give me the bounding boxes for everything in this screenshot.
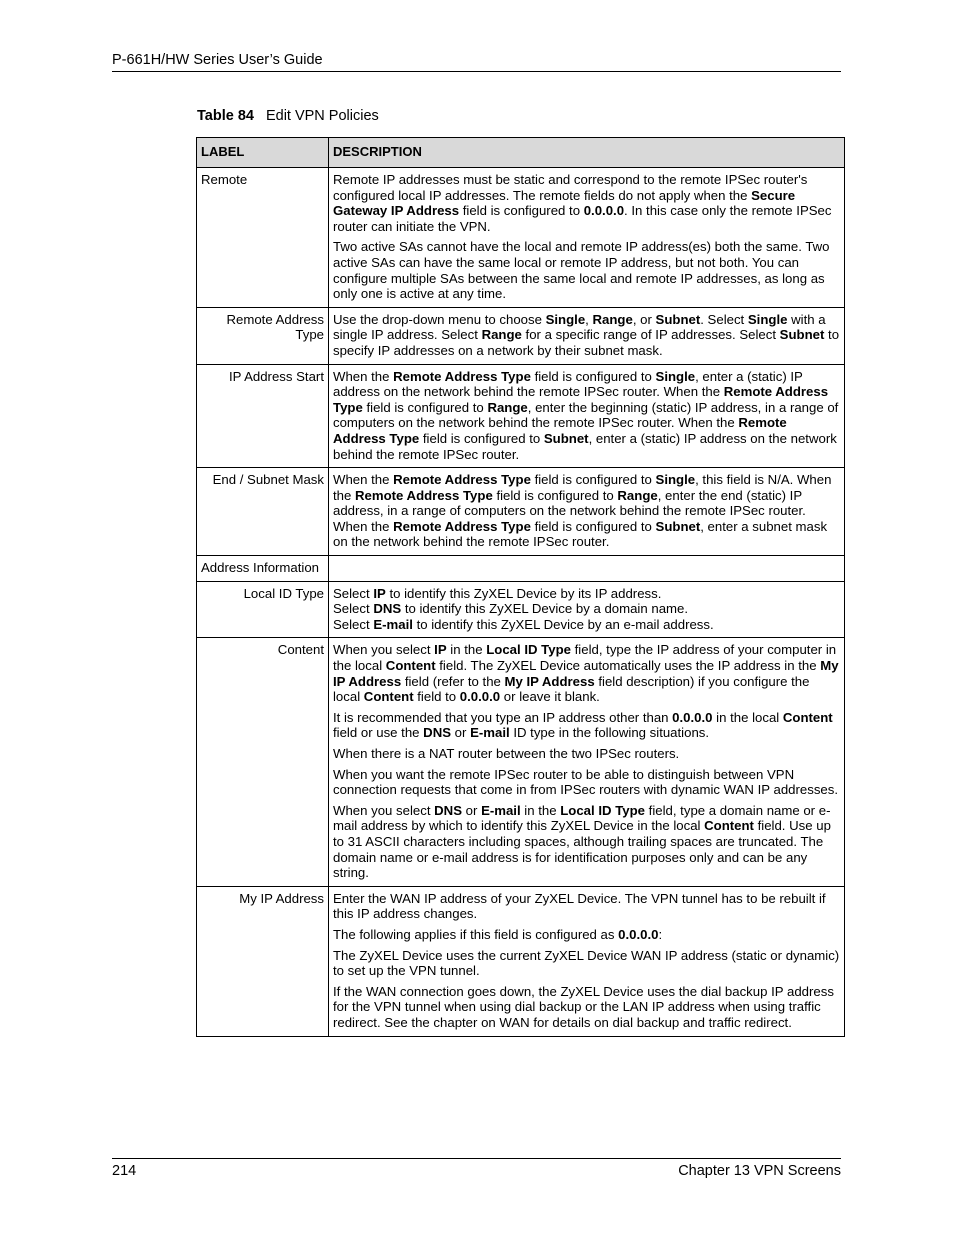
text-run: Select	[333, 585, 374, 601]
bold-term: Content	[704, 818, 754, 834]
row-description	[329, 556, 845, 582]
bold-term: Single	[655, 472, 696, 488]
description-paragraph	[333, 172, 840, 234]
text-run: in the local	[712, 709, 783, 725]
table-row	[197, 581, 845, 638]
text-run: field, type a domain name or e-mail address by which to identify this ZyXEL Device in the local	[333, 802, 831, 834]
text-run: Two active SAs cannot have the local and remote IP address(es) both the same. Two active SAs can have the same local or remote IP address, but not both. You can configure multiple SAs between the same local and remote IP addresses, as long as only one is active at any time.	[333, 239, 830, 302]
text-run: , enter the beginning (static) IP address, in a range of computers on the network behind the remote IPSec router. When the	[333, 399, 839, 431]
bold-term: Range	[481, 327, 522, 343]
text-run: field to	[413, 689, 460, 705]
text-run: field. Use up to 31 ASCII characters including spaces, although trailing spaces are truncated. The domain name or e-mail address is for identification purposes only and can be any string.	[333, 818, 831, 881]
row-label: Content	[197, 638, 329, 886]
bold-term: E-mail	[481, 802, 521, 818]
bold-term: 0.0.0.0	[672, 709, 713, 725]
bold-term: Local ID Type	[486, 642, 571, 658]
text-run: When you select	[333, 642, 435, 658]
guide-title: P-661H/HW Series User’s Guide	[112, 52, 323, 68]
text-run: field is configured to	[530, 518, 656, 534]
table-row	[197, 468, 845, 556]
text-run: field is configured to	[459, 203, 584, 219]
text-run: The following applies if this field is configured as	[333, 926, 619, 942]
bold-term: Range	[592, 311, 633, 327]
bold-term: Single	[545, 311, 586, 327]
text-run: field is configured to	[362, 399, 488, 415]
table-row	[197, 168, 845, 308]
bold-term: 0.0.0.0	[618, 926, 659, 942]
description-column-header: DESCRIPTION	[329, 138, 845, 168]
text-run: ,	[585, 311, 593, 327]
bold-term: 0.0.0.0	[459, 689, 501, 705]
text-run: If the WAN connection goes down, the ZyXEL Device uses the dial backup IP address for the VPN tunnel when using dial backup or the LAN IP address when using traffic redirect. See the chapter on WAN for details on dial backup and traffic redirect.	[333, 983, 834, 1030]
bold-term: Subnet	[779, 327, 825, 343]
text-run: field is configured to	[492, 487, 618, 503]
bold-term: DNS	[423, 725, 452, 741]
bold-term: DNS	[373, 601, 402, 617]
table-title: Edit VPN Policies	[265, 108, 379, 124]
text-run: Enter the WAN IP address of your ZyXEL Device. The VPN tunnel has to be rebuilt if this IP address changes.	[333, 890, 826, 922]
bold-term: Remote Address Type	[333, 384, 829, 415]
text-run: in the	[446, 642, 487, 658]
page-header	[112, 50, 841, 72]
row-label: Remote	[197, 168, 329, 308]
bold-term: Single	[747, 311, 788, 327]
bold-term: My IP Address	[333, 658, 839, 689]
bold-term: Local ID Type	[560, 802, 645, 818]
bold-term: Remote Address Type	[355, 487, 493, 503]
text-run: or leave it blank.	[500, 689, 600, 705]
text-run: It is recommended that you type an IP address other than	[333, 709, 673, 725]
description-paragraph	[333, 642, 840, 704]
table-number: Table 84	[197, 108, 254, 124]
description-paragraph	[333, 369, 840, 463]
chapter-title: Chapter 13 VPN Screens	[678, 1163, 841, 1179]
label-column-header: LABEL	[197, 138, 329, 168]
text-run: to specify IP addresses on a network by their subnet mask.	[333, 327, 840, 358]
text-run: Use the drop-down menu to choose	[333, 311, 546, 327]
text-run: , enter a subnet mask on the network behind the remote IPSec router.	[333, 518, 828, 550]
text-run: field is configured to	[530, 472, 656, 488]
bold-term: 0.0.0.0	[583, 203, 625, 219]
bold-term: E-mail	[470, 725, 510, 741]
text-run: to identify this ZyXEL Device by an e-mail address.	[412, 616, 714, 632]
table-row	[197, 556, 845, 582]
bold-term: Content	[363, 689, 414, 705]
bold-term: E-mail	[373, 616, 413, 632]
table-body	[197, 168, 845, 1037]
table-row	[197, 886, 845, 1036]
description-paragraph	[333, 746, 840, 762]
text-run: field is configured to	[530, 368, 656, 384]
description-paragraph	[333, 710, 840, 741]
table-row	[197, 364, 845, 468]
bold-term: Subnet	[655, 311, 701, 327]
text-run: field (refer to the	[401, 673, 505, 689]
text-run: in the	[520, 802, 561, 818]
text-run: When you select	[333, 802, 435, 818]
bold-term: Single	[655, 368, 696, 384]
text-run: The ZyXEL Device uses the current ZyXEL Device WAN IP address (static or dynamic) to set up the VPN tunnel.	[333, 947, 840, 979]
text-run: Select	[333, 616, 374, 632]
page-number: 214	[112, 1163, 137, 1179]
row-label: My IP Address	[197, 886, 329, 1036]
description-paragraph	[333, 586, 840, 633]
description-paragraph	[333, 312, 840, 359]
row-label: End / Subnet Mask	[197, 468, 329, 556]
text-run: , or	[632, 311, 656, 327]
table-caption	[197, 106, 379, 126]
bold-term: Subnet	[543, 430, 589, 446]
bold-term: Range	[617, 487, 658, 503]
text-run: field, type the IP address of your computer in the local	[333, 642, 837, 674]
table-row	[197, 307, 845, 364]
row-label: Address Information	[197, 556, 329, 582]
description-paragraph	[333, 927, 840, 943]
bold-term: Remote Address Type	[333, 415, 787, 446]
text-run: to identify this ZyXEL Device by a domain name.	[401, 601, 689, 617]
text-run: , enter a (static) IP address on the network behind the remote IPSec router. When the	[333, 368, 803, 400]
bold-term: My IP Address	[504, 673, 595, 689]
text-run: . In this case only the remote IPSec router can initiate the VPN.	[333, 203, 832, 234]
row-description	[329, 886, 845, 1036]
bold-term: Remote Address Type	[393, 472, 531, 488]
row-description	[329, 168, 845, 308]
bold-term: IP	[373, 585, 386, 601]
page-footer	[112, 1158, 841, 1181]
text-run: or	[451, 725, 471, 741]
bold-term: DNS	[434, 802, 462, 818]
table-header-row	[197, 138, 845, 168]
table-row	[197, 638, 845, 886]
text-run: , enter the end (static) IP address, in a range of computers on the network behind the remote IPSec router. When the	[333, 487, 806, 534]
description-paragraph	[333, 767, 840, 798]
bold-term: Range	[487, 399, 528, 415]
row-description	[329, 581, 845, 638]
text-run: When the	[333, 368, 394, 384]
row-description	[329, 307, 845, 364]
text-run: ID type in the following situations.	[509, 725, 710, 741]
text-run: When you want the remote IPSec router to be able to distinguish between VPN connection requests that come in from IPSec routers with dynamic WAN IP addresses.	[333, 766, 839, 798]
bold-term: Subnet	[655, 518, 701, 534]
row-label: Remote Address Type	[197, 307, 329, 364]
text-run: . Select	[700, 311, 748, 327]
row-label: IP Address Start	[197, 364, 329, 468]
description-paragraph	[333, 803, 840, 881]
text-run: :	[658, 926, 663, 942]
text-run: with a single IP address. Select	[333, 311, 826, 343]
description-paragraph	[333, 472, 840, 550]
description-paragraph	[333, 239, 840, 301]
row-description	[329, 364, 845, 468]
description-paragraph	[333, 891, 840, 922]
text-run: field is configured to	[419, 430, 544, 446]
text-run: to identify this ZyXEL Device by its IP address.	[385, 585, 662, 601]
text-run: When the	[333, 472, 394, 488]
text-run: When there is a NAT router between the two IPSec routers.	[333, 746, 680, 761]
bold-term: Content	[782, 709, 833, 725]
bold-term: Content	[385, 658, 436, 674]
text-run: for a specific range of IP addresses. Select	[521, 327, 780, 343]
text-run: , enter a (static) IP address on the network behind the remote IPSec router.	[333, 430, 837, 462]
row-description	[329, 638, 845, 886]
row-description	[329, 468, 845, 556]
description-paragraph	[333, 984, 840, 1031]
text-run: field or use the	[333, 725, 424, 741]
text-run: field. The ZyXEL Device automatically uses the IP address in the	[435, 658, 821, 674]
row-label: Local ID Type	[197, 581, 329, 638]
text-run: Select	[333, 601, 374, 617]
bold-term: Remote Address Type	[393, 368, 531, 384]
description-paragraph	[333, 948, 840, 979]
text-run: or	[462, 802, 482, 818]
bold-term: Secure Gateway IP Address	[333, 187, 796, 219]
bold-term: Remote Address Type	[393, 518, 531, 534]
vpn-policies-table	[196, 137, 845, 1037]
text-run: , this field is N/A. When the	[333, 472, 832, 503]
bold-term: IP	[434, 642, 447, 658]
text-run: field description) if you configure the local	[333, 673, 810, 705]
text-run: Remote IP addresses must be static and correspond to the remote IPSec router's configured local IP addresses. The remote fields do not apply when the	[333, 172, 808, 203]
